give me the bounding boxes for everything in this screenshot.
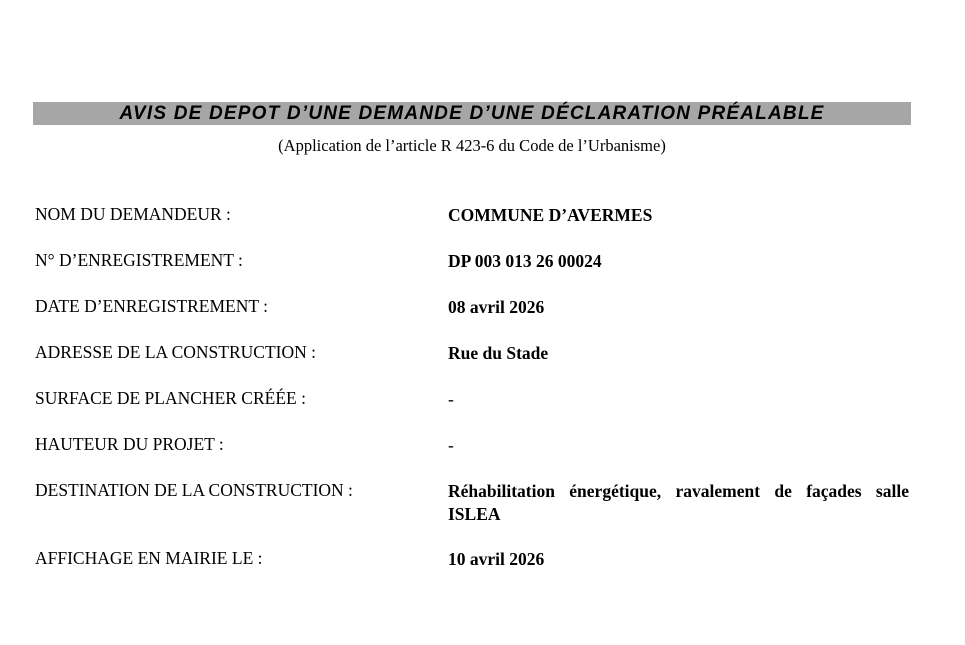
field-label-address: ADRESSE DE LA CONSTRUCTION : — [35, 342, 316, 362]
field-label-applicant: NOM DU DEMANDEUR : — [35, 204, 231, 224]
field-label-height: HAUTEUR DU PROJET : — [35, 434, 224, 454]
field-label-destination: DESTINATION DE LA CONSTRUCTION : — [35, 480, 353, 500]
field-label-registration-number: N° D’ENREGISTREMENT : — [35, 250, 243, 270]
field-value-height: - — [448, 435, 454, 455]
page-title: AVIS DE DEPOT D’UNE DEMANDE D’UNE DÉCLARATION PRÉALABLE — [119, 103, 825, 124]
field-value-applicant: COMMUNE D’AVERMES — [448, 205, 653, 225]
title-bar — [33, 102, 911, 125]
field-label-registration-date: DATE D’ENREGISTREMENT : — [35, 296, 268, 316]
field-value-registration-number: DP 003 013 26 00024 — [448, 251, 602, 271]
field-value-posting-date: 10 avril 2026 — [448, 549, 545, 569]
field-value-registration-date: 08 avril 2026 — [448, 297, 545, 317]
field-value-destination: Réhabilitation énergétique, ravalement de façades salle ISLEA — [448, 481, 909, 524]
field-label-floor-area: SURFACE DE PLANCHER CRÉÉE : — [35, 388, 306, 408]
field-value-address: Rue du Stade — [448, 343, 549, 363]
field-value-floor-area: - — [448, 389, 454, 409]
subtitle: (Application de l’article R 423-6 du Code de l’Urbanisme) — [278, 136, 666, 155]
field-label-posting-date: AFFICHAGE EN MAIRIE LE : — [35, 548, 263, 568]
